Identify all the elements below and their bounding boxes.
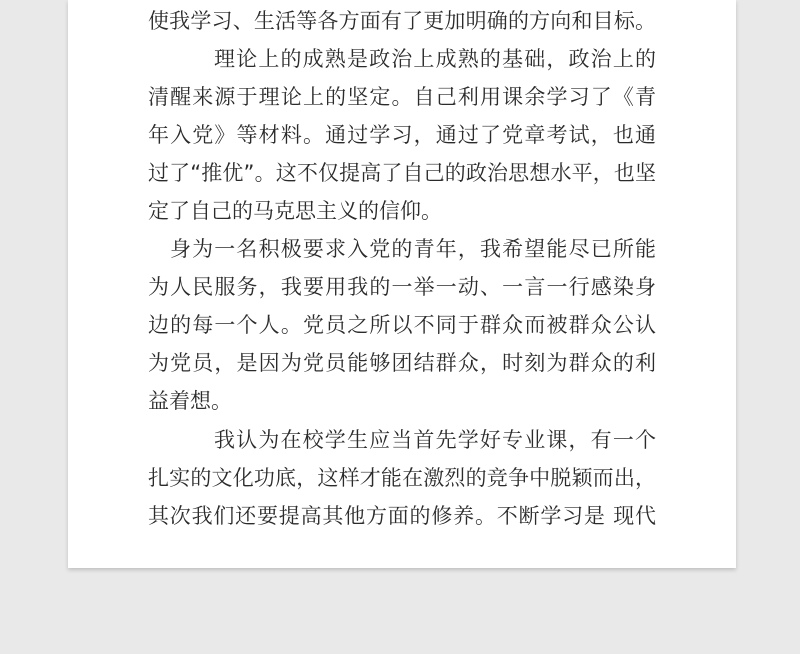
- text-line: 使我学习、生活等各方面有了更加明确的方向和目标。: [148, 9, 656, 33]
- text-line: 边的每一个人。党员之所以不同于群众而被群众公认: [148, 313, 656, 337]
- text-line: 我认为在校学生应当首先学好专业课，有一个: [214, 428, 656, 452]
- text-line: 年入党》等材料。通过学习，通过了党章考试，也通: [148, 123, 656, 147]
- text-line: 清醒来源于理论上的坚定。自己利用课余学习了《青: [148, 85, 656, 109]
- text-line: 身为一名积极要求入党的青年，我希望能尽已所能: [170, 237, 656, 261]
- text-line: 为党员，是因为党员能够团结群众，时刻为群众的利: [148, 351, 656, 375]
- text-line: 扎实的文化功底，这样才能在激烈的竞争中脱颖而出，: [148, 466, 656, 490]
- text-line: 过了“推优”。这不仅提高了自己的政治思想水平，也坚: [148, 161, 656, 185]
- text-line: 定了自己的马克思主义的信仰。: [148, 199, 442, 223]
- text-line: 理论上的成熟是政治上成熟的基础，政治上的: [214, 47, 656, 71]
- text-line: 为人民服务，我要用我的一举一动、一言一行感染身: [148, 275, 656, 299]
- text-line: 其次我们还要提高其他方面的修养。不断学习是 现代: [148, 504, 656, 528]
- text-line: 益着想。: [148, 389, 232, 413]
